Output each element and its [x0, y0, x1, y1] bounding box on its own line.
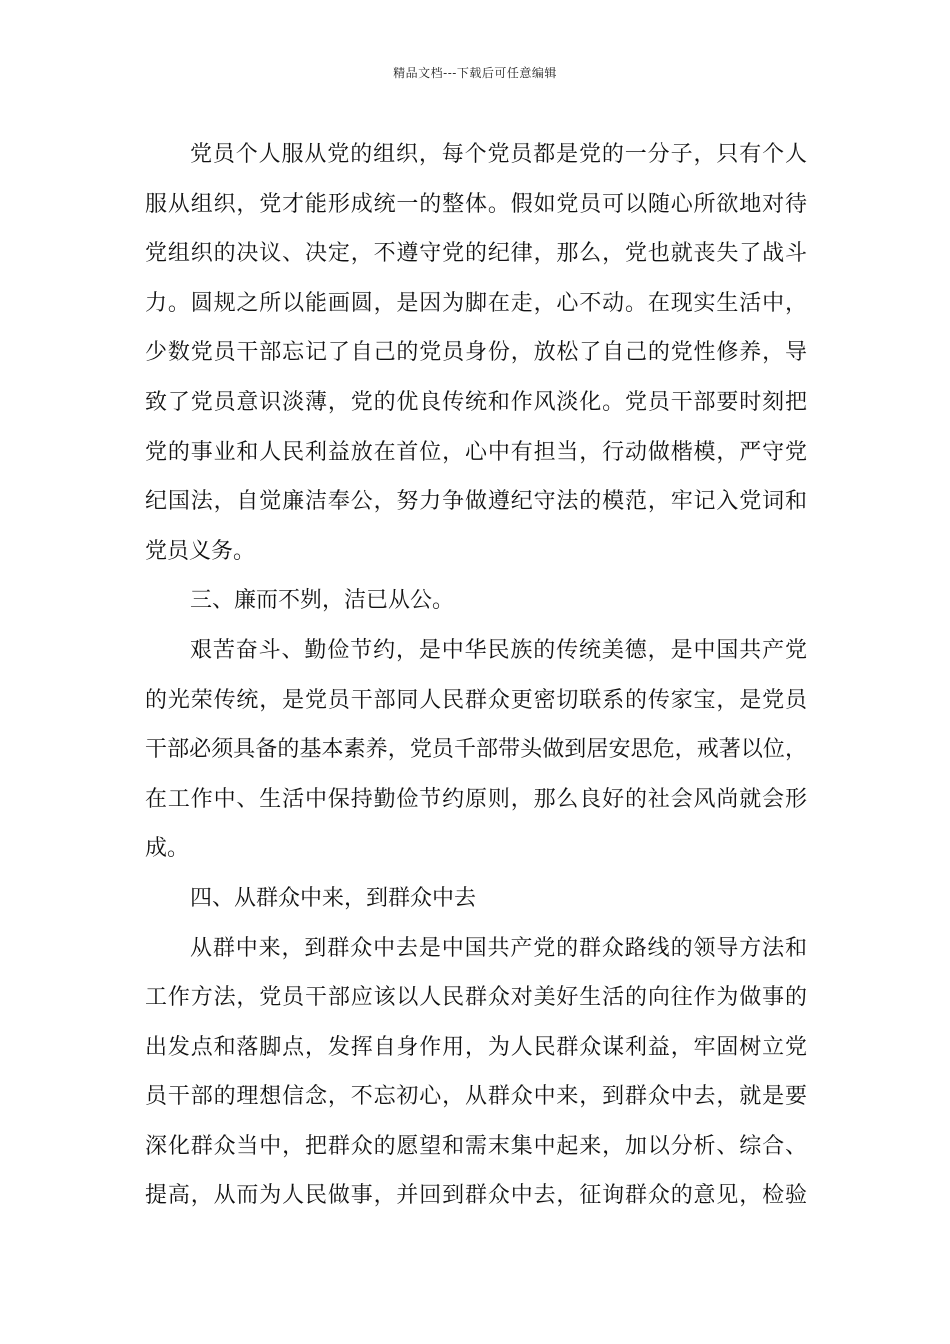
- text-line: 工作方法，党员干部应该以人民群众对美好生活的向往作为做事的: [145, 985, 807, 1011]
- text-line: 纪国法，自觉廉洁奉公，努力争做遵纪守法的模范，牢记入党词和: [145, 489, 807, 515]
- text-line: 党组织的决议、决定，不遵守党的纪律，那么，党也就丧失了战斗: [145, 241, 807, 267]
- text-line: 党员个人服从党的组织，每个党员都是党的一分子，只有个人: [190, 142, 807, 167]
- text-line: 的光荣传统，是党员干部同人民群众更密切联系的传家宝，是党员: [145, 687, 807, 713]
- heading-line: 三、廉而不刿，洁已从公。: [190, 588, 455, 614]
- text-line: 力。圆规之所以能画圆，是因为脚在走，心不动。在现实生活中，: [145, 290, 807, 316]
- text-line: 党的事业和人民利益放在首位，心中有担当，行动做楷模，严守党: [145, 439, 807, 465]
- paragraph-frugality: [145, 626, 807, 874]
- text-line: 致了党员意识淡薄，党的优良传统和作风淡化。党员干部要时刻把: [145, 389, 807, 415]
- section-heading-4: [145, 874, 807, 924]
- text-line: 在工作中、生活中保持勤俭节约原则，那么良好的社会风尚就会形: [145, 786, 807, 812]
- paragraph-mass-line: [145, 924, 807, 1222]
- heading-line: 四、从群众中来，到群众中去: [190, 885, 477, 911]
- text-line: 服从组织，党才能形成统一的整体。假如党员可以随心所欲地对待: [145, 191, 807, 217]
- paragraph-party-discipline: [145, 130, 807, 576]
- section-heading-3: [145, 576, 807, 626]
- text-line: 党员义务。: [145, 538, 256, 564]
- text-line: 从群中来，到群众中去是中国共产党的群众路线的领导方法和: [190, 935, 807, 961]
- page-header: 精品文档---下载后可任意编辑: [393, 66, 557, 80]
- text-line: 提高，从而为人民做事，并回到群众中去，征询群众的意见，检验: [145, 1183, 807, 1209]
- text-line: 员干部的理想信念，不忘初心，从群众中来，到群众中去，就是要: [145, 1084, 807, 1110]
- text-line: 成。: [145, 836, 190, 862]
- text-line: 少数党员干部忘记了自己的党员身份，放松了自己的党性修养，导: [145, 340, 807, 366]
- text-line: 干部必须具备的基本素养，党员千部带头做到居安思危，戒著以位，: [145, 737, 807, 763]
- text-line: 出发点和落脚点，发挥自身作用，为人民群众谋利益，牢固树立党: [145, 1034, 807, 1060]
- document-body: [145, 130, 807, 1221]
- text-line: 深化群众当中，把群众的愿望和需末集中起来，加以分析、综合、: [145, 1133, 807, 1159]
- text-line: 艰苦奋斗、勤俭节约，是中华民族的传统美德，是中国共产党: [190, 637, 807, 663]
